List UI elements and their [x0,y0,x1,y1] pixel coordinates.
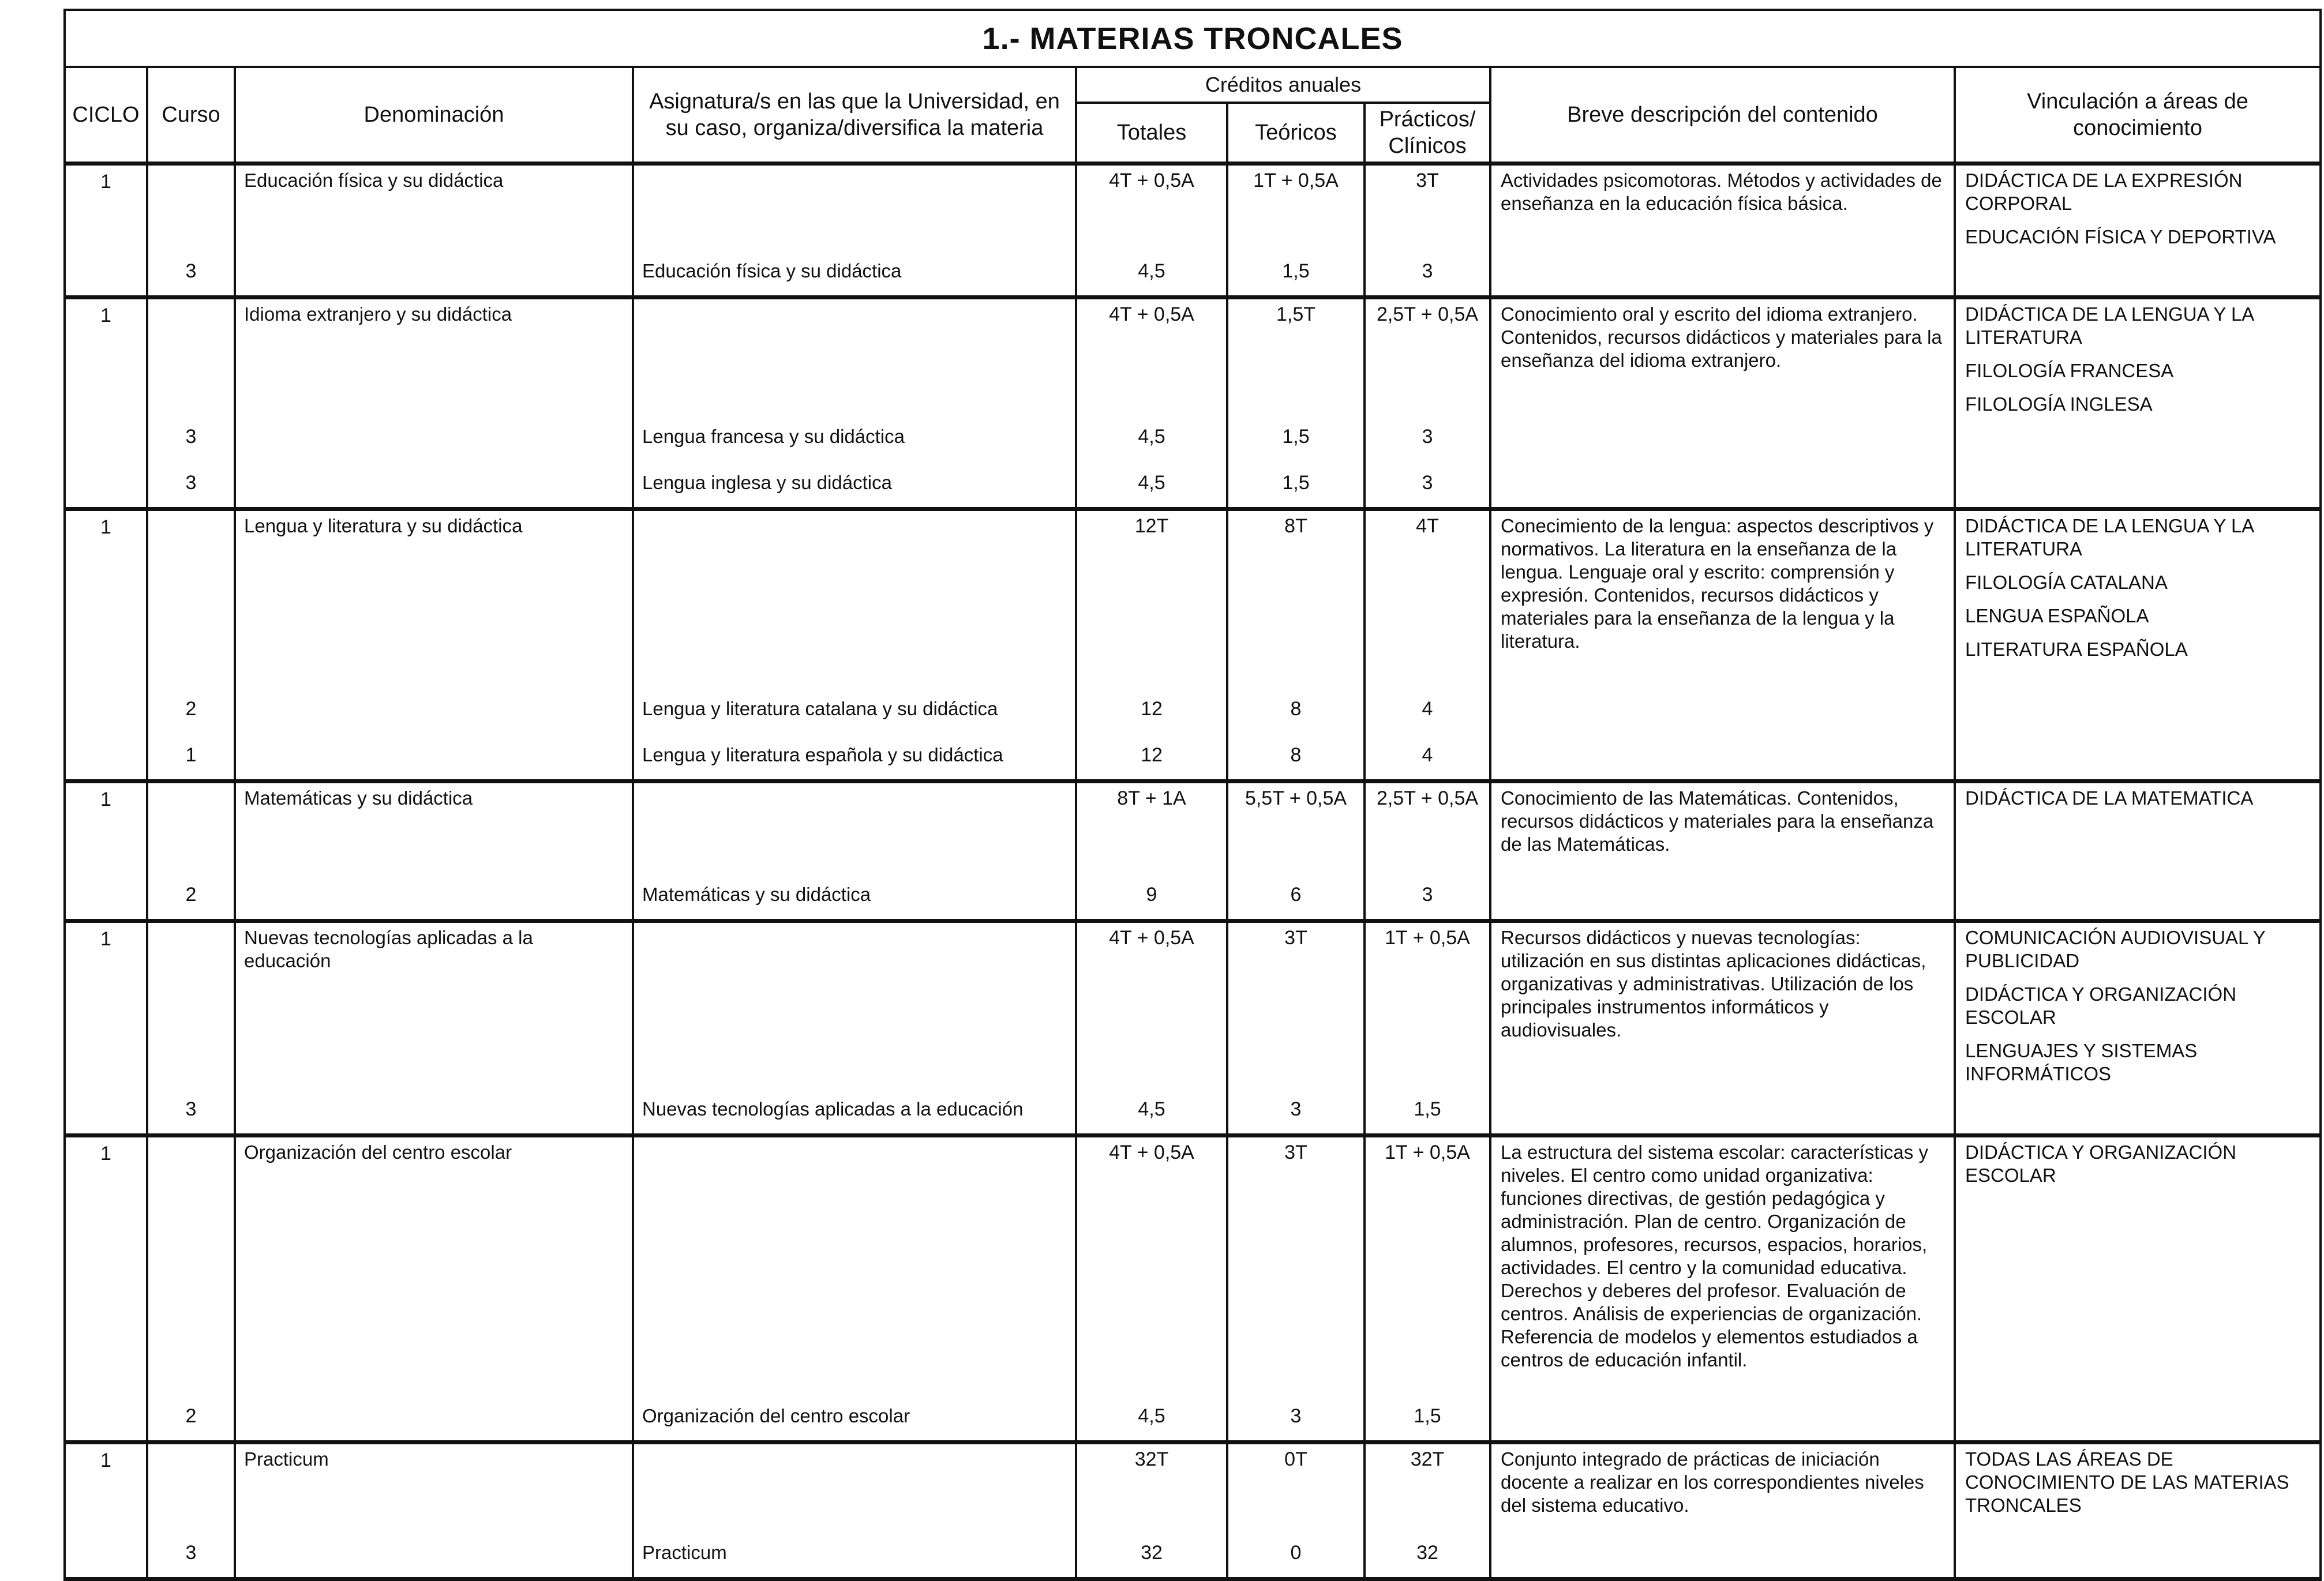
ciclo-value: 1 [100,928,111,950]
areas-list [1956,303,2319,426]
cell-ciclo [65,782,147,921]
cell-vinculacion [1955,921,2321,1136]
teoricos-sub-value: 1,5 [1282,260,1310,282]
teoricos-sub-value: 8 [1290,698,1302,720]
cell-asignatura [633,782,1076,921]
teoricos-sub-value: 1,5 [1282,426,1310,448]
areas-list [1956,169,2319,259]
cell-teoricos [1227,921,1365,1136]
header-ciclo: CICLO [65,67,147,164]
header-curso: Curso [147,67,235,164]
cell-asignatura [633,1443,1076,1579]
teoricos-sub-value: 8 [1290,744,1302,766]
area-item: COMUNICACIÓN AUDIOVISUAL Y PUBLICIDAD [1965,927,2266,971]
totales-value: 4T + 0,5A [1109,1141,1194,1163]
totales-value: 4T + 0,5A [1109,927,1194,949]
curso-value: 2 [185,884,197,906]
table-title: 1.- MATERIAS TRONCALES [65,10,2321,67]
curso-value: 2 [185,698,197,720]
areas-list [1956,787,2319,820]
header-creditos: Créditos anuales [1076,67,1490,103]
practicos-sub-value: 32 [1416,1542,1438,1564]
curso-value: 3 [185,1542,197,1564]
descripcion-text: La estructura del sistema escolar: características y niveles. El centro como unidad organizativa: funciones directivas, de gestión pedagógica y administración. Plan de centro. Organización de alumnos, profesores, recursos, espacios, horarios, actividades. El centro y la comunidad educativa. Derechos y deberes del profesor. Evaluación de centros. Análisis de experiencias de organización. Referencia de modelos y elementos estudiados a centros de educación infantil. [1501,1141,1928,1370]
header-descripcion: Breve descripción del contenido [1490,67,1955,164]
table-row [65,298,2321,509]
cell-practicos [1365,782,1490,921]
cell-teoricos [1227,298,1365,509]
cell-ciclo [65,1136,147,1443]
area-item: DIDÁCTICA DE LA LENGUA Y LA LITERATURA [1965,515,2254,559]
denominacion-text: Matemáticas y su didáctica [244,787,473,809]
asignatura-name: Lengua y literatura española y su didáctica [642,744,1003,765]
area-item: DIDÁCTICA Y ORGANIZACIÓN ESCOLAR [1965,983,2237,1028]
asignatura-name: Lengua y literatura catalana y su didáctica [642,698,998,719]
practicos-sub-value: 3 [1422,472,1433,494]
practicos-value: 2,5T + 0,5A [1376,303,1479,325]
totales-sub-value: 4,5 [1138,1098,1165,1120]
descripcion-text: Actividades psicomotoras. Métodos y actividades de enseñanza en la educación física básica. [1501,170,1942,214]
curso-value: 3 [185,472,197,494]
area-item: FILOLOGÍA FRANCESA [1965,360,2174,381]
cell-descripcion [1490,782,1955,921]
teoricos-value: 5,5T + 0,5A [1245,787,1347,809]
cell-totales [1076,1443,1227,1579]
cell-practicos [1365,1443,1490,1579]
practicos-value: 4T [1416,515,1439,537]
cell-descripcion [1490,164,1955,298]
asignatura-name: Matemáticas y su didáctica [642,884,871,905]
cell-asignatura [633,1136,1076,1443]
areas-list [1956,926,2319,1096]
area-item: EDUCACIÓN FÍSICA Y DEPORTIVA [1965,226,2276,247]
totales-value: 4T + 0,5A [1109,170,1194,191]
curso-value: 3 [185,1098,197,1120]
cell-teoricos [1227,509,1365,782]
ciclo-value: 1 [100,1449,111,1471]
cell-vinculacion [1955,782,2321,921]
cell-totales [1076,782,1227,921]
header-vinculacion: Vinculación a áreas de conocimiento [1955,67,2321,164]
area-item: FILOLOGÍA CATALANA [1965,572,2168,593]
denominacion-text: Educación física y su didáctica [244,170,504,191]
areas-list [1956,1141,2319,1197]
totales-sub-value: 4,5 [1138,426,1165,448]
cell-vinculacion [1955,1443,2321,1579]
area-item: DIDÁCTICA DE LA LENGUA Y LA LITERATURA [1965,303,2254,348]
cell-descripcion [1490,298,1955,509]
practicos-value: 2,5T + 0,5A [1376,787,1479,809]
denominacion-text: Organización del centro escolar [244,1141,512,1163]
cell-ciclo [65,921,147,1136]
asignatura-name: Nuevas tecnologías aplicadas a la educación [642,1098,1024,1120]
teoricos-sub-value: 0 [1290,1542,1302,1564]
teoricos-sub-value: 1,5 [1282,472,1310,494]
cell-curso [147,1136,235,1443]
practicos-sub-value: 3 [1422,884,1433,906]
cell-curso [147,1443,235,1579]
curso-value: 1 [185,744,197,766]
cell-curso [147,921,235,1136]
totales-sub-value: 12 [1141,698,1163,720]
cell-asignatura [633,298,1076,509]
header-practicos: Prácticos/ Clínicos [1365,103,1490,164]
table-row [65,164,2321,298]
curso-value: 3 [185,260,197,282]
teoricos-value: 1T + 0,5A [1253,170,1339,191]
areas-list [1956,1448,2319,1527]
cell-practicos [1365,509,1490,782]
cell-totales [1076,1136,1227,1443]
practicos-sub-value: 3 [1422,426,1433,448]
asignatura-name: Lengua inglesa y su didáctica [642,472,892,493]
cell-ciclo [65,1443,147,1579]
area-item: TODAS LAS ÁREAS DE CONOCIMIENTO DE LAS MATERIAS TRONCALES [1965,1448,2289,1516]
asignatura-name: Educación física y su didáctica [642,260,902,281]
cell-totales [1076,509,1227,782]
totales-sub-value: 12 [1141,744,1163,766]
asignatura-name: Organización del centro escolar [642,1405,910,1426]
asignatura-name: Lengua francesa y su didáctica [642,426,905,447]
areas-list [1956,515,2319,671]
descripcion-text: Conocimiento oral y escrito del idioma extranjero. Contenidos, recursos didácticos y materiales para la enseñanza del idioma extranjero. [1501,303,1942,371]
cell-descripcion [1490,509,1955,782]
cell-vinculacion [1955,298,2321,509]
materias-troncales-table [63,9,2322,1581]
area-item: LENGUAJES Y SISTEMAS INFORMÁTICOS [1965,1040,2198,1084]
area-item: FILOLOGÍA INGLESA [1965,393,2153,415]
teoricos-value: 3T [1284,927,1307,949]
cell-denominacion [235,298,633,509]
cell-curso [147,164,235,298]
cell-totales [1076,164,1227,298]
header-totales: Totales [1076,103,1227,164]
totales-value: 4T + 0,5A [1109,303,1194,325]
table-row [65,509,2321,782]
cell-denominacion [235,164,633,298]
header-denominacion: Denominación [235,67,633,164]
cell-teoricos [1227,1443,1365,1579]
table-row [65,1136,2321,1443]
teoricos-value: 1,5T [1276,303,1316,325]
cell-denominacion [235,509,633,782]
cell-curso [147,298,235,509]
totales-sub-value: 32 [1141,1542,1163,1564]
denominacion-text: Idioma extranjero y su didáctica [244,303,512,325]
cell-totales [1076,298,1227,509]
practicos-value: 1T + 0,5A [1385,927,1470,949]
totales-sub-value: 4,5 [1138,260,1165,282]
header-asignatura: Asignatura/s en las que la Universidad, en su caso, organiza/diversifica la materia [633,67,1076,164]
teoricos-sub-value: 6 [1290,884,1302,906]
area-item: LITERATURA ESPAÑOLA [1965,639,2188,660]
cell-descripcion [1490,1136,1955,1443]
totales-value: 8T + 1A [1117,787,1186,809]
totales-sub-value: 4,5 [1138,472,1165,494]
cell-denominacion [235,1443,633,1579]
cell-vinculacion [1955,509,2321,782]
cell-teoricos [1227,1136,1365,1443]
document-page [63,9,2322,1564]
teoricos-sub-value: 3 [1290,1405,1302,1427]
practicos-sub-value: 1,5 [1414,1405,1441,1427]
header-teoricos: Teóricos [1227,103,1365,164]
cell-vinculacion [1955,1136,2321,1443]
ciclo-value: 1 [100,1143,111,1165]
cell-denominacion [235,921,633,1136]
cell-teoricos [1227,164,1365,298]
cell-curso [147,509,235,782]
denominacion-text: Nuevas tecnologías aplicadas a la educación [244,927,533,971]
practicos-sub-value: 4 [1422,698,1433,720]
descripcion-text: Conocimiento de las Matemáticas. Contenidos, recursos didácticos y materiales para la enseñanza de las Matemáticas. [1501,787,1934,855]
area-item: DIDÁCTICA Y ORGANIZACIÓN ESCOLAR [1965,1141,2237,1186]
descripcion-text: Recursos didácticos y nuevas tecnologías: utilización en sus distintas aplicaciones didácticas, organizativas y administrativas. Utilización de los principales instrumentos informáticos y audiovisuales. [1501,927,1926,1041]
cell-asignatura [633,509,1076,782]
practicos-sub-value: 3 [1422,260,1433,282]
teoricos-sub-value: 3 [1290,1098,1302,1120]
cell-asignatura [633,164,1076,298]
cell-totales [1076,921,1227,1136]
totales-sub-value: 4,5 [1138,1405,1165,1427]
descripcion-text: Conecimiento de la lengua: aspectos descriptivos y normativos. La literatura en la enseñanza de la lengua. Lenguaje oral y escrito: comprensión y expresión. Contenidos, recursos didácticos y materiales para la enseñanza de la lengua y la literatura. [1501,515,1934,652]
area-item: DIDÁCTICA DE LA EXPRESIÓN CORPORAL [1965,170,2243,214]
cell-ciclo [65,164,147,298]
cell-practicos [1365,1136,1490,1443]
table-body [65,164,2321,1579]
practicos-sub-value: 1,5 [1414,1098,1441,1120]
cell-practicos [1365,164,1490,298]
totales-value: 32T [1134,1448,1169,1470]
cell-curso [147,782,235,921]
teoricos-value: 3T [1284,1141,1307,1163]
cell-vinculacion [1955,164,2321,298]
area-item: LENGUA ESPAÑOLA [1965,605,2149,626]
ciclo-value: 1 [100,305,111,326]
cell-descripcion [1490,921,1955,1136]
practicos-sub-value: 4 [1422,744,1433,766]
cell-descripcion [1490,1443,1955,1579]
descripcion-text: Conjunto integrado de prácticas de iniciación docente a realizar en los correspondientes niveles del sistema educativo. [1501,1448,1924,1516]
cell-denominacion [235,782,633,921]
teoricos-value: 0T [1284,1448,1307,1470]
teoricos-value: 8T [1284,515,1307,537]
practicos-value: 3T [1416,170,1439,191]
cell-ciclo [65,509,147,782]
curso-value: 3 [185,426,197,448]
cell-asignatura [633,921,1076,1136]
table-row [65,921,2321,1136]
totales-value: 12T [1134,515,1169,537]
denominacion-text: Lengua y literatura y su didáctica [244,515,523,536]
cell-practicos [1365,921,1490,1136]
table-row [65,1443,2321,1579]
table-row [65,782,2321,921]
curso-value: 2 [185,1405,197,1427]
ciclo-value: 1 [100,788,111,810]
totales-sub-value: 9 [1146,884,1157,906]
cell-denominacion [235,1136,633,1443]
area-item: DIDÁCTICA DE LA MATEMATICA [1965,787,2254,809]
practicos-value: 32T [1410,1448,1445,1470]
asignatura-name: Practicum [642,1542,727,1563]
practicos-value: 1T + 0,5A [1385,1141,1470,1163]
cell-ciclo [65,298,147,509]
cell-teoricos [1227,782,1365,921]
ciclo-value: 1 [100,171,111,193]
cell-practicos [1365,298,1490,509]
denominacion-text: Practicum [244,1448,329,1470]
ciclo-value: 1 [100,516,111,538]
